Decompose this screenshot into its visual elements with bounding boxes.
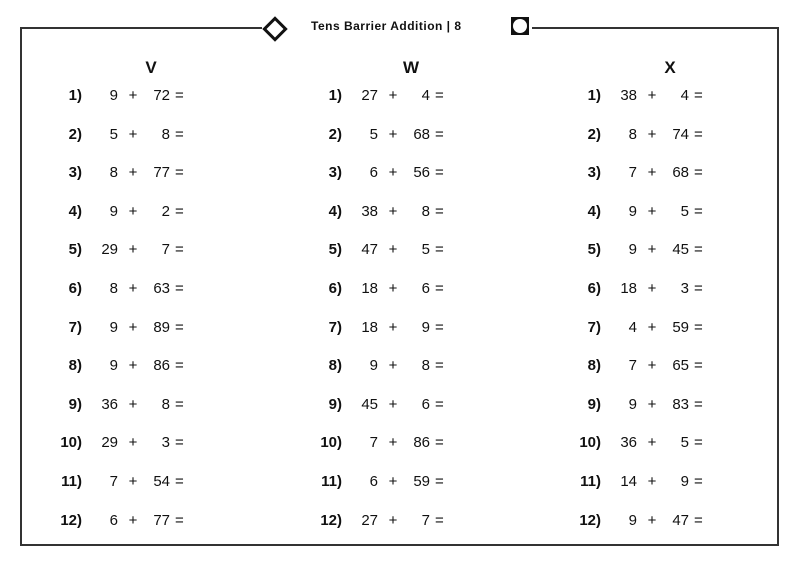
second-addend: 68 <box>672 164 689 182</box>
problem-number: 10) <box>320 434 342 452</box>
problem-row <box>561 87 761 107</box>
problem-row <box>302 319 502 339</box>
equals-sign: = <box>175 511 184 529</box>
problem-row <box>561 280 761 300</box>
problem-number: 6) <box>328 280 342 297</box>
second-addend: 65 <box>672 357 689 375</box>
first-addend: 6 <box>109 511 118 529</box>
equals-sign: = <box>175 434 184 452</box>
problem-number: 4) <box>587 202 601 220</box>
problem-row <box>561 319 761 339</box>
equals-sign: = <box>175 87 184 104</box>
worksheet-title: Tens Barrier Addition | 8 <box>311 19 462 33</box>
problem-number: 7) <box>587 318 601 336</box>
first-addend: 38 <box>361 202 378 220</box>
problem-row <box>42 396 242 416</box>
equals-sign: = <box>175 395 184 413</box>
plus-sign: + <box>128 280 138 297</box>
first-addend: 14 <box>620 473 637 490</box>
equals-sign: = <box>435 241 444 259</box>
problem-number: 9) <box>68 395 82 413</box>
plus-sign: + <box>388 280 398 297</box>
second-addend: 54 <box>153 473 170 490</box>
plus-sign: + <box>647 357 657 375</box>
column-heading: X <box>664 58 676 77</box>
problem-row <box>42 357 242 377</box>
plus-sign: + <box>128 511 138 529</box>
problem-row <box>561 357 761 377</box>
problem-number: 6) <box>68 280 82 297</box>
second-addend: 7 <box>421 511 430 529</box>
second-addend: 89 <box>153 318 170 336</box>
problem-number: 4) <box>68 202 82 220</box>
equals-sign: = <box>435 202 444 220</box>
second-addend: 8 <box>421 202 430 220</box>
equals-sign: = <box>694 473 703 490</box>
problem-row <box>42 473 242 493</box>
problem-number: 8) <box>587 357 601 375</box>
equals-sign: = <box>175 202 184 220</box>
problem-row <box>42 512 242 532</box>
second-addend: 5 <box>680 434 689 452</box>
problem-number: 12) <box>320 511 342 529</box>
plus-sign: + <box>647 318 657 336</box>
equals-sign: = <box>175 125 184 143</box>
plus-sign: + <box>128 357 138 375</box>
problem-row <box>42 203 242 223</box>
problem-number: 8) <box>328 357 342 375</box>
plus-sign: + <box>128 318 138 336</box>
equals-sign: = <box>435 125 444 143</box>
problem-row <box>42 319 242 339</box>
problem-row <box>302 126 502 146</box>
equals-sign: = <box>175 164 184 182</box>
plus-sign: + <box>388 241 398 259</box>
plus-sign: + <box>128 202 138 220</box>
second-addend: 56 <box>413 164 430 182</box>
problem-row <box>302 241 502 261</box>
first-addend: 36 <box>101 395 118 413</box>
problem-row <box>302 87 502 107</box>
problem-number: 5) <box>328 241 342 259</box>
equals-sign: = <box>694 434 703 452</box>
second-addend: 5 <box>421 241 430 259</box>
second-addend: 6 <box>421 280 430 297</box>
equals-sign: = <box>435 164 444 182</box>
second-addend: 74 <box>672 125 689 143</box>
plus-sign: + <box>388 511 398 529</box>
problem-row <box>561 473 761 493</box>
plus-sign: + <box>647 241 657 259</box>
plus-sign: + <box>647 473 657 490</box>
plus-sign: + <box>647 280 657 297</box>
plus-sign: + <box>647 125 657 143</box>
plus-sign: + <box>128 395 138 413</box>
problem-number: 1) <box>587 87 601 104</box>
problem-row <box>561 434 761 454</box>
problem-number: 1) <box>328 87 342 104</box>
equals-sign: = <box>694 202 703 220</box>
equals-sign: = <box>435 434 444 452</box>
plus-sign: + <box>647 164 657 182</box>
problem-row <box>302 164 502 184</box>
problem-number: 2) <box>328 125 342 143</box>
problem-number: 11) <box>580 473 601 490</box>
problem-row <box>561 203 761 223</box>
problem-number: 7) <box>328 318 342 336</box>
equals-sign: = <box>694 318 703 336</box>
problem-row <box>302 473 502 493</box>
first-addend: 38 <box>620 87 637 104</box>
plus-sign: + <box>128 87 138 104</box>
first-addend: 9 <box>369 357 378 375</box>
problem-row <box>561 241 761 261</box>
first-addend: 18 <box>361 318 378 336</box>
problem-row <box>42 126 242 146</box>
problem-row <box>561 396 761 416</box>
plus-sign: + <box>128 125 138 143</box>
equals-sign: = <box>694 241 703 259</box>
first-addend: 9 <box>628 395 637 413</box>
problem-number: 10) <box>60 434 82 452</box>
second-addend: 77 <box>153 164 170 182</box>
first-addend: 7 <box>628 357 637 375</box>
first-addend: 47 <box>361 241 378 259</box>
first-addend: 5 <box>369 125 378 143</box>
first-addend: 9 <box>628 202 637 220</box>
second-addend: 9 <box>680 473 689 490</box>
plus-sign: + <box>647 395 657 413</box>
second-addend: 86 <box>153 357 170 375</box>
plus-sign: + <box>128 164 138 182</box>
second-addend: 8 <box>161 395 170 413</box>
equals-sign: = <box>694 87 703 104</box>
plus-sign: + <box>388 87 398 104</box>
first-addend: 6 <box>369 473 378 490</box>
first-addend: 6 <box>369 164 378 182</box>
second-addend: 2 <box>161 202 170 220</box>
circle-in-square-icon <box>511 17 529 35</box>
problem-row <box>42 241 242 261</box>
second-addend: 5 <box>680 202 689 220</box>
problem-row <box>302 396 502 416</box>
equals-sign: = <box>435 473 444 490</box>
equals-sign: = <box>694 395 703 413</box>
problem-number: 12) <box>579 511 601 529</box>
first-addend: 7 <box>109 473 118 490</box>
problem-number: 5) <box>68 241 82 259</box>
second-addend: 4 <box>680 87 689 104</box>
equals-sign: = <box>435 511 444 529</box>
first-addend: 9 <box>109 357 118 375</box>
equals-sign: = <box>435 318 444 336</box>
second-addend: 63 <box>153 280 170 297</box>
problem-row <box>42 87 242 107</box>
problem-number: 11) <box>321 473 342 490</box>
plus-sign: + <box>388 318 398 336</box>
plus-sign: + <box>388 434 398 452</box>
second-addend: 9 <box>421 318 430 336</box>
first-addend: 9 <box>109 202 118 220</box>
second-addend: 68 <box>413 125 430 143</box>
problem-number: 3) <box>68 164 82 182</box>
second-addend: 47 <box>672 511 689 529</box>
second-addend: 6 <box>421 395 430 413</box>
second-addend: 72 <box>153 87 170 104</box>
problem-number: 7) <box>68 318 82 336</box>
equals-sign: = <box>694 164 703 182</box>
problem-row <box>561 126 761 146</box>
plus-sign: + <box>388 164 398 182</box>
plus-sign: + <box>647 434 657 452</box>
problem-row <box>42 280 242 300</box>
plus-sign: + <box>128 473 138 490</box>
equals-sign: = <box>694 357 703 375</box>
problem-number: 3) <box>328 164 342 182</box>
second-addend: 83 <box>672 395 689 413</box>
problem-row <box>42 434 242 454</box>
equals-sign: = <box>435 357 444 375</box>
second-addend: 59 <box>672 318 689 336</box>
problem-row <box>302 280 502 300</box>
first-addend: 8 <box>109 280 118 297</box>
first-addend: 8 <box>628 125 637 143</box>
equals-sign: = <box>694 125 703 143</box>
problem-number: 5) <box>587 241 601 259</box>
equals-sign: = <box>175 318 184 336</box>
first-addend: 9 <box>628 241 637 259</box>
second-addend: 59 <box>413 473 430 490</box>
plus-sign: + <box>647 202 657 220</box>
problem-row <box>561 512 761 532</box>
equals-sign: = <box>175 241 184 259</box>
equals-sign: = <box>435 395 444 413</box>
problem-number: 4) <box>328 202 342 220</box>
problem-row <box>42 164 242 184</box>
second-addend: 45 <box>672 241 689 259</box>
plus-sign: + <box>647 511 657 529</box>
plus-sign: + <box>388 202 398 220</box>
first-addend: 45 <box>361 395 378 413</box>
problem-row <box>302 203 502 223</box>
problem-row <box>302 434 502 454</box>
problem-number: 2) <box>68 125 82 143</box>
problem-number: 12) <box>60 511 82 529</box>
second-addend: 86 <box>413 434 430 452</box>
problem-row <box>302 512 502 532</box>
first-addend: 18 <box>620 280 637 297</box>
first-addend: 7 <box>628 164 637 182</box>
first-addend: 27 <box>361 87 378 104</box>
first-addend: 29 <box>101 241 118 259</box>
problem-row <box>302 357 502 377</box>
first-addend: 29 <box>101 434 118 452</box>
plus-sign: + <box>388 473 398 490</box>
first-addend: 9 <box>109 318 118 336</box>
problem-number: 1) <box>68 87 82 104</box>
problem-number: 10) <box>579 434 601 452</box>
problem-number: 9) <box>328 395 342 413</box>
plus-sign: + <box>388 125 398 143</box>
first-addend: 5 <box>109 125 118 143</box>
equals-sign: = <box>435 87 444 104</box>
second-addend: 8 <box>421 357 430 375</box>
second-addend: 77 <box>153 511 170 529</box>
problem-row <box>561 164 761 184</box>
equals-sign: = <box>175 473 184 490</box>
plus-sign: + <box>388 395 398 413</box>
equals-sign: = <box>694 280 703 297</box>
problem-number: 11) <box>61 473 82 490</box>
plus-sign: + <box>128 434 138 452</box>
problem-number: 6) <box>587 280 601 297</box>
first-addend: 7 <box>369 434 378 452</box>
first-addend: 8 <box>109 164 118 182</box>
first-addend: 9 <box>628 511 637 529</box>
plus-sign: + <box>647 87 657 104</box>
column-heading: V <box>145 58 157 77</box>
first-addend: 4 <box>628 318 637 336</box>
column-heading: W <box>402 58 420 77</box>
second-addend: 7 <box>161 241 170 259</box>
equals-sign: = <box>175 357 184 375</box>
problem-number: 9) <box>587 395 601 413</box>
first-addend: 36 <box>620 434 637 452</box>
equals-sign: = <box>175 280 184 297</box>
second-addend: 4 <box>421 87 430 104</box>
first-addend: 18 <box>361 280 378 297</box>
plus-sign: + <box>388 357 398 375</box>
first-addend: 9 <box>109 87 118 104</box>
problem-number: 3) <box>587 164 601 182</box>
plus-sign: + <box>128 241 138 259</box>
first-addend: 27 <box>361 511 378 529</box>
second-addend: 3 <box>161 434 170 452</box>
problem-number: 2) <box>587 125 601 143</box>
equals-sign: = <box>694 511 703 529</box>
second-addend: 3 <box>680 280 689 297</box>
equals-sign: = <box>435 280 444 297</box>
second-addend: 8 <box>161 125 170 143</box>
problem-number: 8) <box>68 357 82 375</box>
